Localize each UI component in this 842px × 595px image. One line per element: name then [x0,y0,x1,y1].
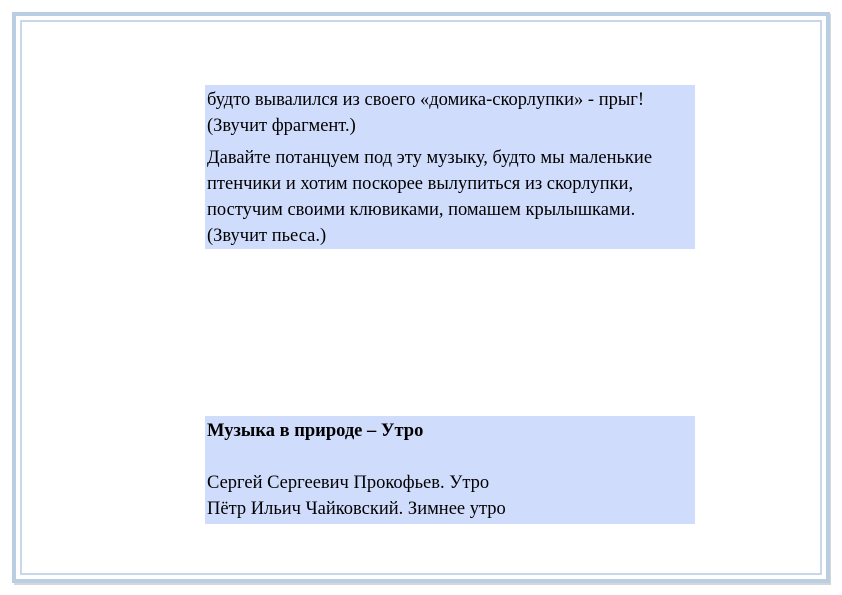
section-heading: Музыка в природе – Утро [207,421,424,441]
text-block-dance [205,85,695,249]
composer-line-tchaikovsky: Пётр Ильич Чайковский. Зимнее утро [207,499,506,519]
composer-line-prokofiev: Сергей Сергеевич Прокофьев. Утро [207,473,490,493]
paragraph-dance-instructions: Давайте потанцуем под эту музыку, будто мы маленькие птенчики и хотим поскорее вылупиться из скорлупки, постучим своими клювиками, помашем крылышками. (Звучит пьеса.) [207,148,653,246]
paragraph-fragment: будто вывалился из своего «домика-скорлупки» - прыг! (Звучит фрагмент.) [207,90,645,136]
spacer [207,444,693,470]
text-block-music-nature [205,416,695,524]
frame-shadow-bottom [14,583,831,585]
